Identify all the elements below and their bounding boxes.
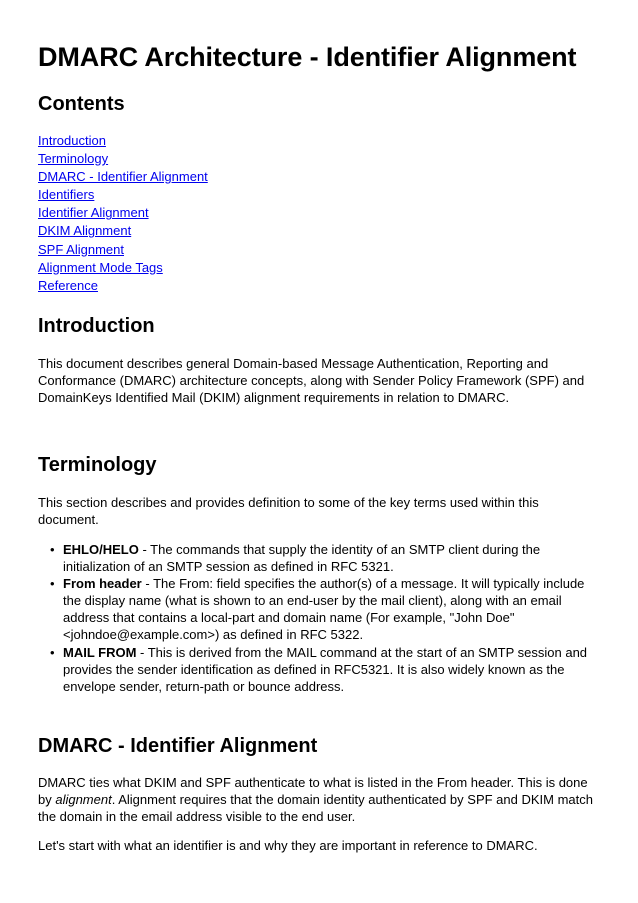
toc-link-alignment-mode-tags[interactable]: Alignment Mode Tags — [38, 259, 163, 275]
intro-line-1: This document describes general Domain-based Message Authentication, Reporting and — [38, 356, 549, 371]
terminology-line-1: This section describes and provides definition to some of the key terms used within this — [38, 495, 539, 510]
terminology-heading: Terminology — [38, 454, 157, 476]
toc-item — [38, 277, 208, 295]
toc-item — [38, 222, 208, 240]
term-definition-line: envelope sender, return-path or bounce address. — [63, 678, 345, 694]
term-definition-line: - The commands that supply the identity of an SMTP client during the — [138, 542, 541, 557]
toc-item — [38, 168, 208, 186]
term-label: From header — [63, 576, 142, 592]
dmarc-alignment-paragraph-1 — [38, 774, 603, 825]
toc-link-spf-alignment[interactable]: SPF Alignment — [38, 241, 124, 257]
toc-item — [38, 204, 208, 222]
term-definition-line: - This is derived from the MAIL command at the start of an SMTP session and — [136, 644, 588, 660]
intro-line-2: Conformance (DMARC) architecture concepts, along with Sender Policy Framework (SPF) and — [38, 373, 585, 388]
page-title: DMARC Architecture - Identifier Alignment — [38, 42, 577, 72]
toc-link-identifier-alignment[interactable]: Identifier Alignment — [38, 205, 149, 221]
term-definition-line: the display name (what is shown to an end-user by the mail client), along with an email — [63, 593, 562, 609]
dmarc-line-2-pre: by — [38, 792, 56, 807]
toc-item — [38, 132, 208, 150]
toc-link-dkim-alignment[interactable]: DKIM Alignment — [38, 223, 132, 239]
contents-heading: Contents — [38, 93, 125, 115]
introduction-heading: Introduction — [38, 315, 155, 337]
term-item-ehlo-helo — [38, 541, 598, 575]
dmarc-line-3: the domain in the email address visible to the end user. — [38, 809, 356, 824]
term-definition-line: <johndoe@example.com>) as defined in RFC 5322. — [63, 627, 364, 643]
toc-link-dmarc-identifier-alignment[interactable]: DMARC - Identifier Alignment — [38, 169, 208, 185]
toc-item — [38, 259, 208, 277]
term-label: MAIL FROM — [63, 644, 137, 660]
toc-link-identifiers[interactable]: Identifiers — [38, 187, 95, 203]
term-definition-line: address that contains a local-part and domain name (For example, "John Doe" — [63, 610, 515, 626]
term-definition-line: provides the sender identification as defined in RFC5321. It is also widely known as the — [63, 661, 565, 677]
term-definition-line: - The From: field specifies the author(s) of a message. It will typically include — [141, 576, 585, 592]
terminology-paragraph — [38, 494, 603, 528]
table-of-contents — [38, 132, 208, 295]
toc-item — [38, 241, 208, 259]
toc-link-terminology[interactable]: Terminology — [38, 151, 109, 167]
alignment-emphasis: alignment — [55, 792, 112, 807]
toc-item — [38, 186, 208, 204]
toc-item — [38, 150, 208, 168]
term-item-mail-from — [38, 644, 598, 695]
dmarc-alignment-paragraph-2: Let's start with what an identifier is and why they are important in reference to DMARC. — [38, 838, 538, 853]
terminology-line-2: document. — [38, 512, 99, 527]
dmarc-alignment-heading: DMARC - Identifier Alignment — [38, 735, 318, 757]
intro-line-3: DomainKeys Identified Mail (DKIM) alignment requirements in relation to DMARC. — [38, 390, 510, 405]
toc-link-introduction[interactable]: Introduction — [38, 133, 106, 148]
toc-link-reference[interactable]: Reference — [38, 277, 98, 293]
term-label: EHLO/HELO — [63, 542, 139, 557]
dmarc-line-1: DMARC ties what DKIM and SPF authenticate to what is listed in the From header. This is done — [38, 775, 588, 790]
terminology-list — [38, 541, 598, 695]
term-item-from-header — [38, 575, 598, 643]
dmarc-line-2-post: . Alignment requires that the domain identity authenticated by SPF and DKIM match — [111, 792, 593, 807]
term-definition-line: initialization of an SMTP session as defined in RFC 5321. — [63, 559, 394, 575]
introduction-paragraph — [38, 355, 603, 406]
